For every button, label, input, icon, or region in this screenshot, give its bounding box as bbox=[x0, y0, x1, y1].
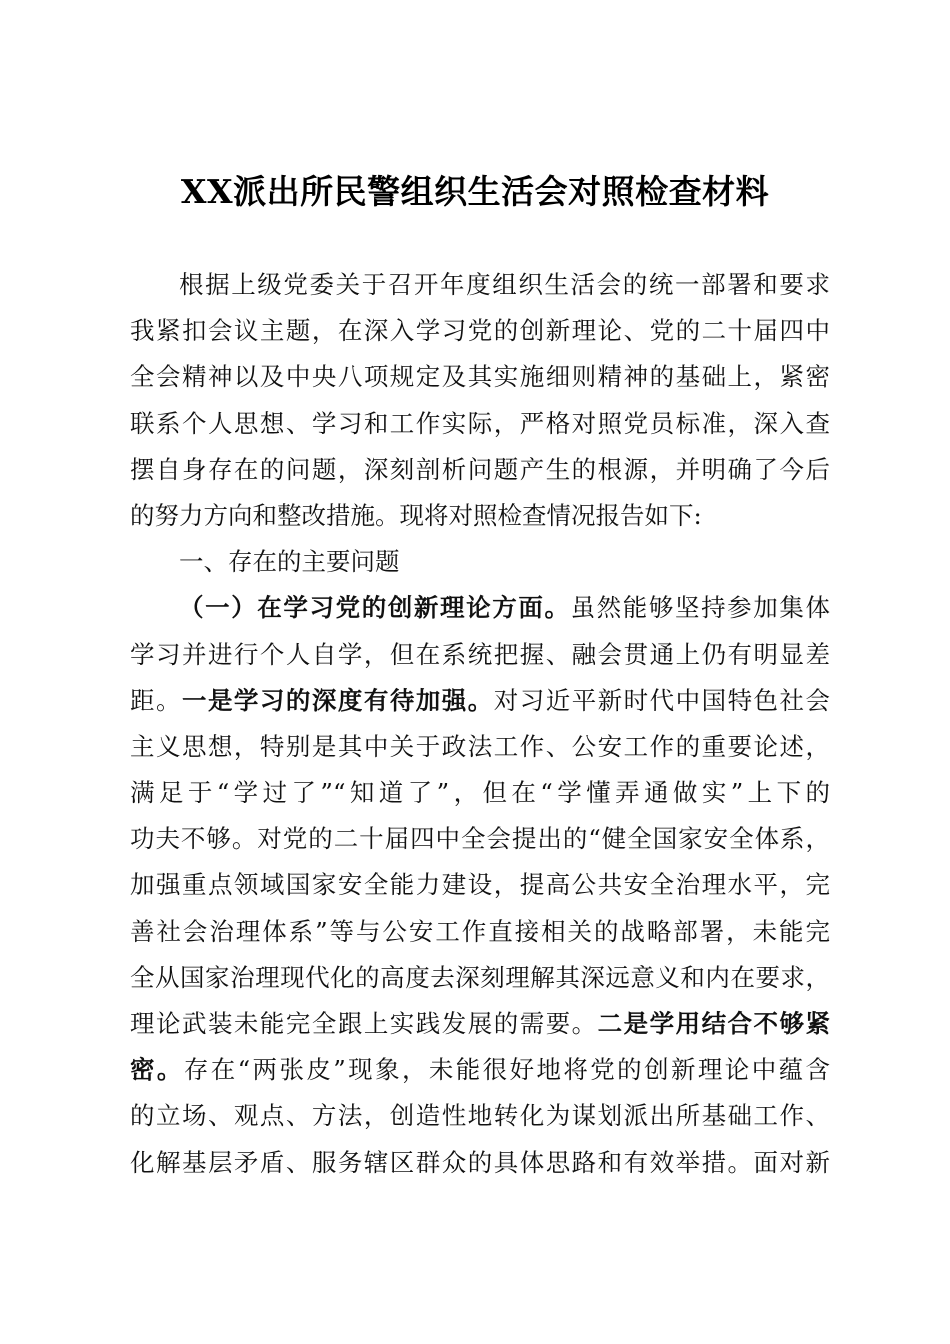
emphasis-text: 密。 bbox=[130, 1055, 184, 1085]
line-text: 存在“两张皮”现象，未能很好地将党的创新理论中蕴含 bbox=[183, 1055, 830, 1085]
paragraph-line bbox=[130, 724, 830, 770]
document-title: XX派出所民警组织生活会对照检查材料 bbox=[180, 172, 770, 211]
line-text: 摆自身存在的问题，深刻剖析问题产生的根源，并明确了今后 bbox=[130, 454, 830, 484]
line-text: 我紧扣会议主题，在深入学习党的创新理论、党的二十届四中 bbox=[130, 316, 830, 346]
line-text: 根据上级党委关于召开年度组织生活会的统一部署和要求 bbox=[179, 270, 830, 299]
paragraph-line bbox=[130, 909, 830, 955]
line-text: 的努力方向和整改措施。现将对照检查情况报告如下: bbox=[130, 500, 702, 530]
line-text: 的立场、观点、方法，创造性地转化为谋划派出所基础工作、 bbox=[130, 1101, 830, 1131]
line-text: 学习并进行个人自学，但在系统把握、融会贯通上仍有明显差 bbox=[130, 639, 830, 669]
paragraph-line bbox=[130, 585, 830, 631]
paragraph-line bbox=[130, 770, 830, 816]
paragraph-line bbox=[130, 308, 830, 354]
line-text: 加强重点领域国家安全能力建设，提高公共安全治理水平，完 bbox=[130, 870, 830, 900]
paragraph-line bbox=[130, 1001, 830, 1047]
paragraph-line bbox=[130, 1140, 830, 1186]
emphasis-text: 一是学习的深度有待加强。 bbox=[181, 685, 494, 715]
line-text: 全会精神以及中央八项规定及其实施细则精神的基础上，紧密 bbox=[130, 362, 830, 392]
paragraph-line bbox=[130, 678, 830, 724]
line-text: 功夫不够。对党的二十届四中全会提出的“健全国家安全体系， bbox=[130, 824, 830, 854]
paragraph-line bbox=[130, 1047, 830, 1093]
line-text: 对习近平新时代中国特色社会 bbox=[493, 685, 830, 715]
paragraph-line bbox=[130, 401, 830, 447]
line-text: 主义思想，特别是其中关于政法工作、公安工作的重要论述， bbox=[130, 731, 830, 761]
section-heading-text: 一、存在的主要问题 bbox=[179, 547, 400, 577]
paragraph-line bbox=[130, 493, 830, 539]
paragraph-line bbox=[130, 862, 830, 908]
line-text: 理论武装未能完全跟上实践发展的需要。 bbox=[130, 1009, 598, 1038]
document-body bbox=[130, 262, 830, 1186]
line-text: 联系个人思想、学习和工作实际，严格对照党员标准，深入查 bbox=[130, 408, 830, 438]
paragraph-line bbox=[130, 955, 830, 1001]
paragraph-line bbox=[130, 262, 830, 308]
subsection-heading: （一）在学习党的创新理论方面。 bbox=[179, 593, 571, 623]
line-text: 化解基层矛盾、服务辖区群众的具体思路和有效举措。面对新 bbox=[130, 1147, 830, 1177]
emphasis-text: 二是学用结合不够紧 bbox=[597, 1009, 830, 1038]
line-text: 距。 bbox=[130, 685, 182, 715]
paragraph-line bbox=[130, 632, 830, 678]
paragraph-line bbox=[130, 1093, 830, 1139]
section-heading bbox=[130, 539, 830, 585]
line-text: 满足于“学过了”“知道了”，但在“学懂弄通做实”上下的 bbox=[130, 778, 830, 808]
paragraph-line bbox=[130, 354, 830, 400]
paragraph-line bbox=[130, 816, 830, 862]
line-text: 虽然能够坚持参加集体 bbox=[570, 593, 830, 623]
line-text: 善社会治理体系”等与公安工作直接相关的战略部署，未能完 bbox=[130, 916, 830, 946]
paragraph-line bbox=[130, 447, 830, 493]
line-text: 全从国家治理现代化的高度去深刻理解其深远意义和内在要求， bbox=[130, 962, 830, 992]
